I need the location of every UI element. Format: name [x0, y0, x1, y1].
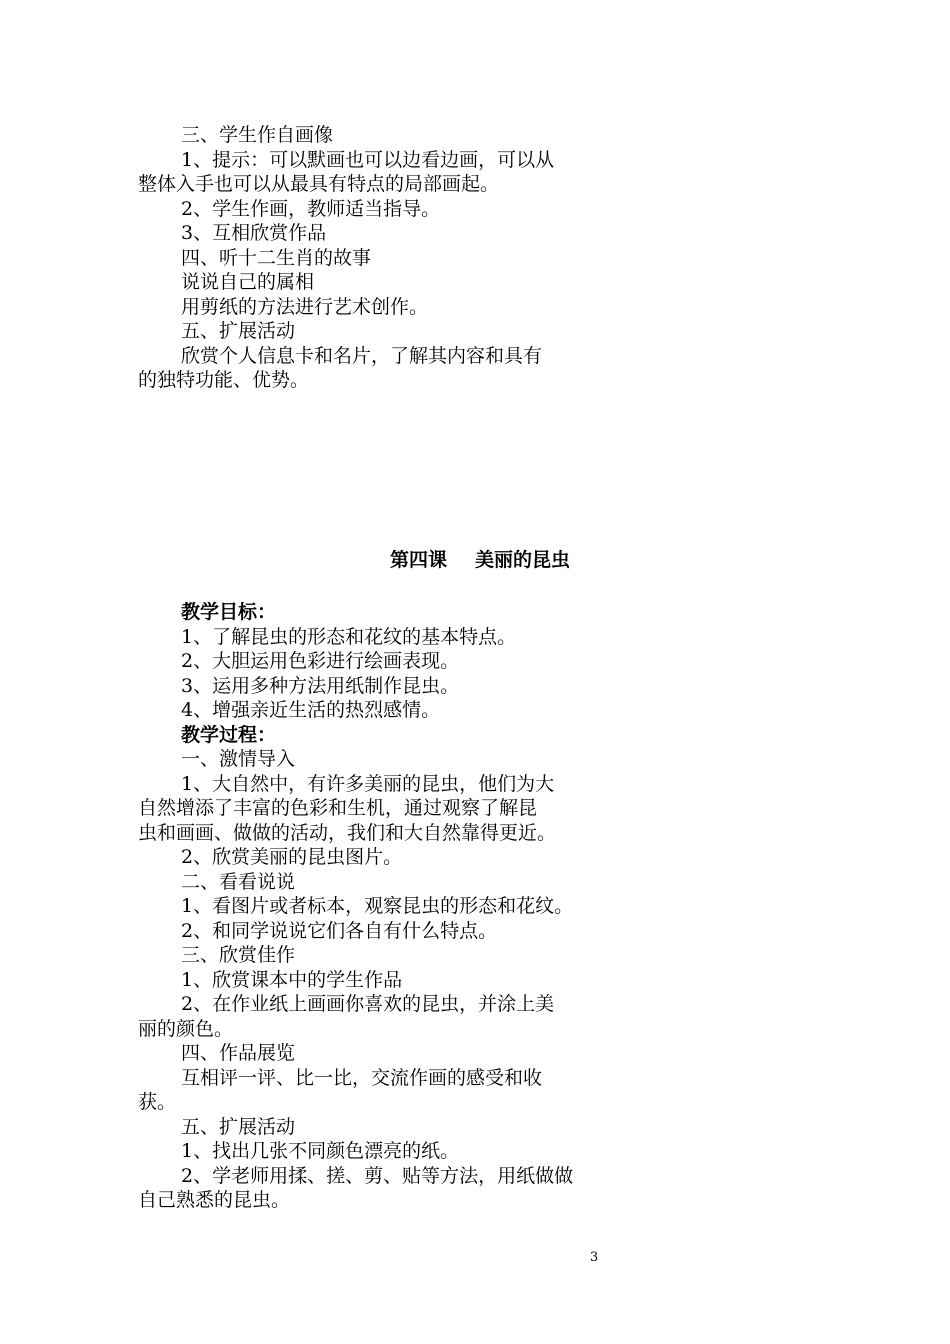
text-line: 互相评一评、比一比，交流作画的感受和收 [181, 1066, 543, 1089]
text-line: 三、学生作自画像 [181, 124, 334, 146]
text-line: 获。 [138, 1091, 177, 1113]
text-line: 1、大自然中，有许多美丽的昆虫，他们为大 [181, 772, 555, 795]
text-line: 2、学老师用揉、搓、剪、贴等方法，用纸做做 [181, 1164, 574, 1187]
text-line: 整体入手也可以从最具有特点的局部画起。 [138, 173, 500, 195]
text-line: 五、扩展活动 [181, 320, 296, 342]
text-line: 自然增添了丰富的色彩和生机，通过观察了解昆 [138, 797, 538, 819]
text-line: 1、提示：可以默画也可以边看边画，可以从 [181, 148, 555, 171]
text-line: 2、和同学说说它们各自有什么特点。 [181, 919, 498, 942]
lesson-title [0, 546, 950, 574]
text-line: 3、运用多种方法用纸制作昆虫。 [181, 674, 460, 697]
text-line: 用剪纸的方法进行艺术创作。 [181, 295, 429, 318]
text-line: 2、欣赏美丽的昆虫图片。 [181, 846, 403, 868]
lesson-three-continued [138, 123, 616, 393]
text-line: 三、欣赏佳作 [181, 944, 296, 966]
text-line: 自己熟悉的昆虫。 [138, 1189, 291, 1211]
text-line: 2、大胆运用色彩进行绘画表现。 [181, 650, 460, 672]
text-line: 的独特功能、优势。 [138, 369, 310, 391]
text-line: 1、看图片或者标本，观察昆虫的形态和花纹。 [181, 895, 574, 917]
text-line: 1、欣赏课本中的学生作品 [181, 968, 403, 991]
text-line: 2、学生作画，教师适当指导。 [181, 197, 441, 220]
section-heading: 教学过程： [181, 723, 277, 746]
page-number: 3 [590, 1250, 599, 1265]
text-line: 1、了解昆虫的形态和花纹的基本特点。 [181, 625, 517, 648]
lesson-four-body [138, 600, 616, 1213]
text-line: 丽的颜色。 [138, 1017, 234, 1040]
text-line: 2、在作业纸上画画你喜欢的昆虫，并涂上美 [181, 993, 555, 1015]
text-line: 4、增强亲近生活的热烈感情。 [181, 699, 441, 721]
text-line: 说说自己的属相 [181, 271, 315, 293]
text-line: 四、听十二生肖的故事 [181, 246, 372, 269]
text-line: 四、作品展览 [181, 1042, 296, 1064]
text-line: 虫和画画、做做的活动，我们和大自然靠得更近。 [138, 821, 557, 844]
text-line: 一、激情导入 [181, 748, 296, 770]
text-line: 五、扩展活动 [181, 1115, 296, 1138]
text-line: 1、找出几张不同颜色漂亮的纸。 [181, 1140, 460, 1162]
text-line: 3、互相欣赏作品 [181, 222, 327, 244]
text-line: 二、看看说说 [181, 870, 296, 893]
text-line: 欣赏个人信息卡和名片，了解其内容和具有 [181, 344, 543, 367]
section-heading: 教学目标： [181, 601, 277, 623]
lesson-name: 美丽的昆虫 [475, 549, 571, 571]
lesson-number: 第四课 [389, 549, 447, 571]
